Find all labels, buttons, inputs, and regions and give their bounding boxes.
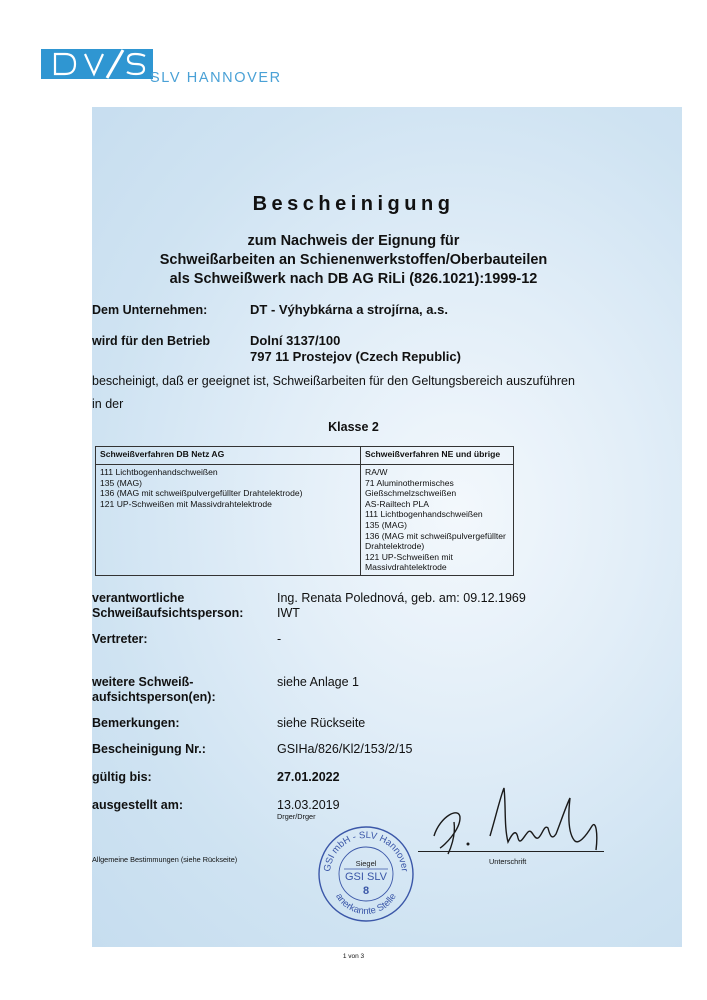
list-item: 135 (MAG): [365, 519, 408, 530]
list-item: 121 UP-Schweißen mit Massivdrahtelektrode: [365, 551, 453, 573]
list-item: 136 (MAG mit schweißpulvergefüllter Drahtelektrode): [365, 530, 506, 552]
seal-name: GSI SLV: [345, 871, 387, 883]
seal-bottom-text: anerkannte Stelle: [333, 891, 399, 917]
valid-until-value: 27.01.2022: [277, 770, 340, 784]
page-title: Bescheinigung: [252, 193, 455, 215]
seal-stamp: [314, 822, 418, 926]
plant-address-line-1: Dolní 3137/100: [250, 333, 341, 348]
seal-top-text: GSI mbH - SLV Hannover: [321, 829, 410, 873]
list-item: 121 UP-Schweißen mit Massivdrahtelektrode: [100, 498, 272, 509]
company-label: Dem Unternehmen:: [92, 303, 208, 317]
general-terms-note: Allgemeine Bestimmungen (siehe Rückseite): [92, 855, 238, 864]
welding-process-table: [95, 446, 514, 576]
handwritten-signature: [420, 776, 610, 860]
table-header-db: Schweißverfahren DB Netz AG: [96, 447, 361, 465]
subtitle-line-1: zum Nachweis der Eignung für: [247, 233, 460, 249]
table-header-ne: Schweißverfahren NE und übrige: [361, 447, 514, 465]
signature-line: [418, 851, 604, 852]
deputy-value: -: [277, 632, 282, 646]
further-label-2: aufsichtsperson(en):: [92, 690, 216, 704]
deputy-label: Vertreter:: [92, 632, 148, 646]
list-item: 71 Aluminothermisches Gießschmelzschweißen: [365, 477, 457, 499]
page-number: 1 von 3: [342, 953, 365, 960]
list-item: 111 Lichtbogenhandschweißen: [100, 467, 218, 477]
remarks-label: Bemerkungen:: [92, 716, 180, 730]
issued-value: 13.03.2019: [277, 798, 340, 812]
official-seal: [314, 822, 418, 926]
supervisor-label-1: verantwortliche: [92, 591, 185, 605]
dvs-logo: [41, 46, 153, 87]
subtitle-line-3: als Schweißwerk nach DB AG RiLi (826.1021):1999-12: [169, 271, 538, 287]
list-item: AS-Railtech PLA: [365, 498, 430, 509]
cert-no-label: Bescheinigung Nr.:: [92, 742, 206, 756]
cert-no-value: GSIHa/826/Kl2/153/2/15: [277, 742, 413, 756]
db-process-cell: [96, 465, 361, 576]
issued-by: Drger/Drger: [277, 812, 316, 821]
signature-label: Unterschrift: [489, 857, 527, 866]
signature: [420, 776, 610, 860]
issued-label: ausgestellt am:: [92, 798, 184, 812]
valid-until-label: gültig bis:: [92, 770, 152, 784]
list-item: 111 Lichtbogenhandschweißen: [365, 509, 483, 520]
klasse-heading: Klasse 2: [328, 420, 379, 434]
logo-text: SLV HANNOVER: [150, 70, 282, 86]
further-label-1: weitere Schweiß-: [92, 675, 194, 689]
list-item: RA/W: [365, 467, 388, 477]
remarks-value: siehe Rückseite: [277, 716, 366, 730]
statement-line-2: in der: [92, 397, 124, 411]
seal-siegel-label: Siegel: [355, 859, 377, 868]
seal-number: 8: [362, 885, 370, 897]
list-item: 135 (MAG): [100, 477, 143, 488]
further-value: siehe Anlage 1: [277, 675, 360, 689]
subtitle-line-2: Schweißarbeiten an Schienenwerkstoffen/Oberbauteilen: [159, 252, 548, 268]
supervisor-label-2: Schweißaufsichtsperson:: [92, 606, 244, 620]
company-value: DT - Výhybkárna a strojírna, a.s.: [250, 302, 448, 317]
ne-process-cell: [361, 465, 514, 576]
statement-line-1: bescheinigt, daß er geeignet ist, Schweißarbeiten für den Geltungsbereich auszuführen: [92, 374, 575, 388]
list-item: 136 (MAG mit schweißpulvergefüllter Drahtelektrode): [100, 488, 303, 499]
plant-address-line-2: 797 11 Prostejov (Czech Republic): [250, 349, 461, 364]
dvs-logo-mark: [41, 46, 153, 82]
supervisor-value-1: Ing. Renata Polednová, geb. am: 09.12.1969: [277, 591, 526, 605]
table-header-row: [96, 447, 514, 465]
supervisor-value-2: IWT: [277, 606, 300, 620]
table-row: [96, 465, 514, 576]
plant-label: wird für den Betrieb: [92, 334, 211, 348]
